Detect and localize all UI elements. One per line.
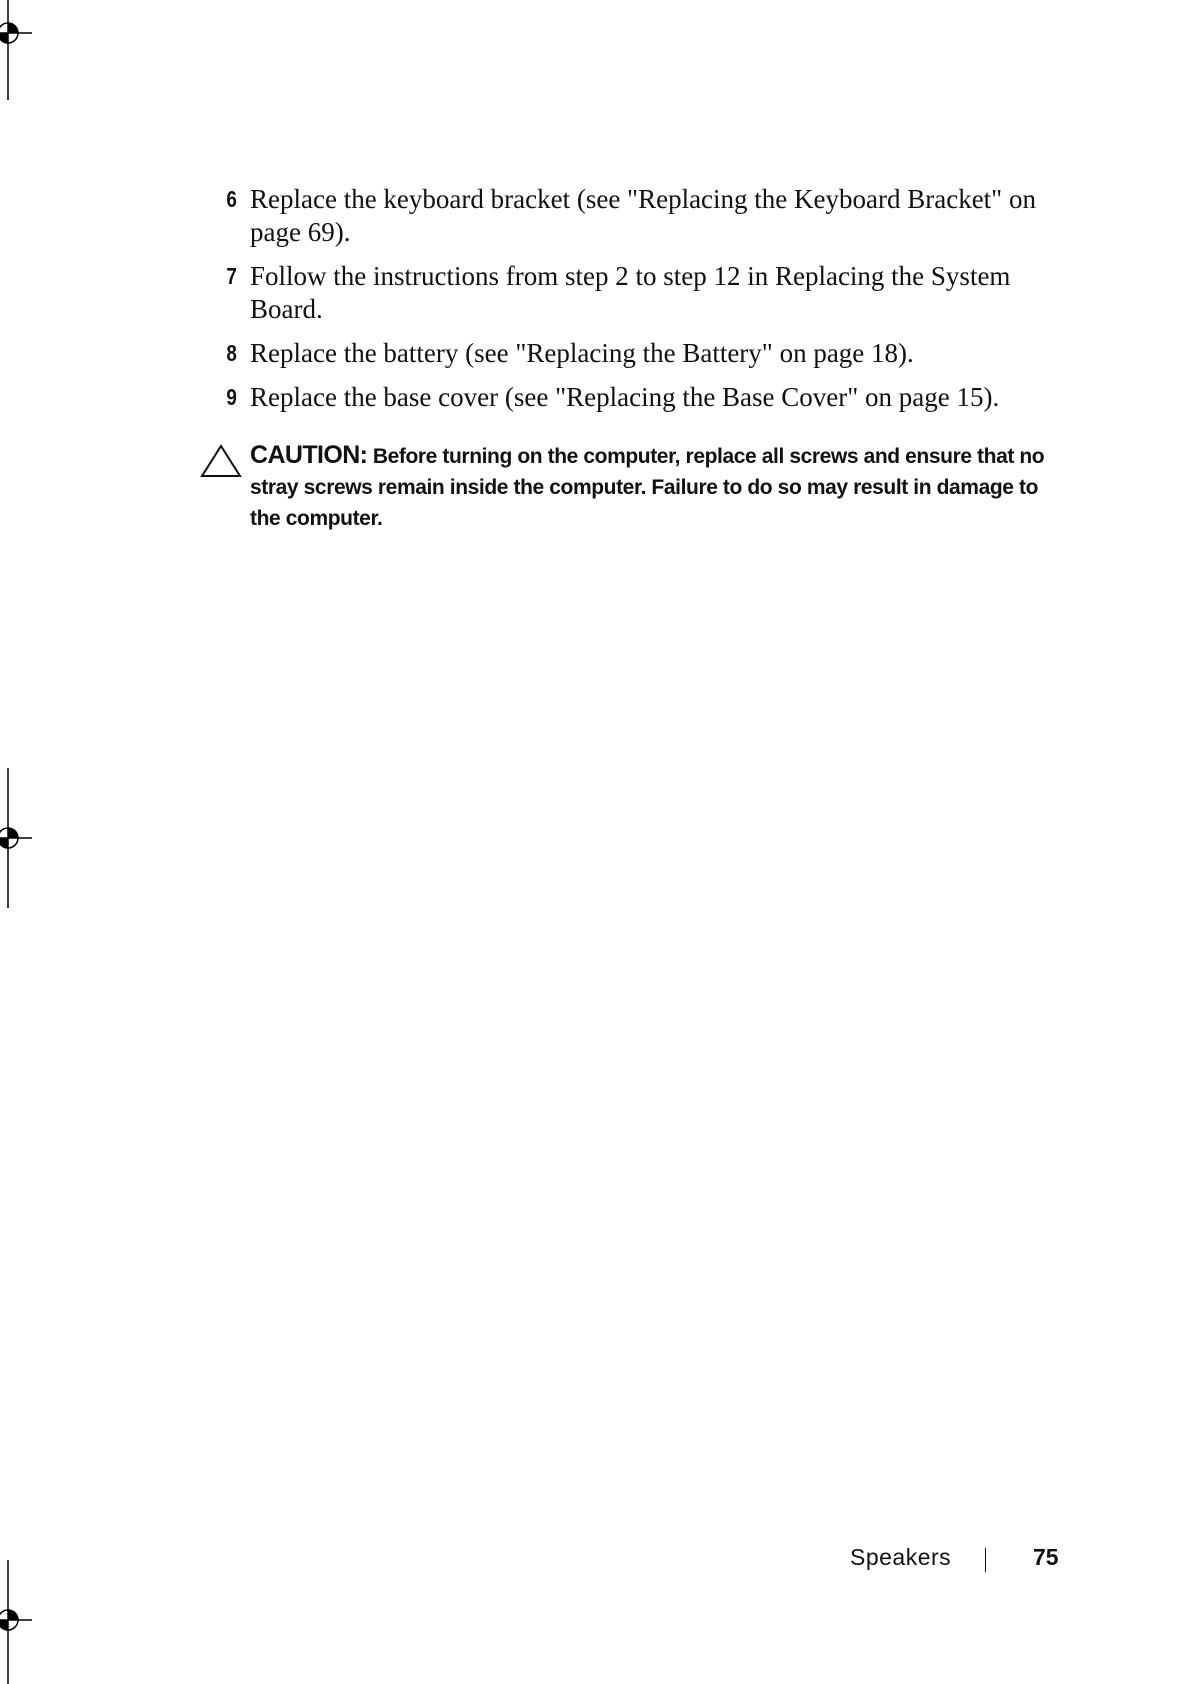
caution-triangle-icon [200,440,250,483]
procedure-steps [200,183,1070,425]
caution-message: Before turning on the computer, replace all screws and ensure that no stray screws remain inside the computer. Failure to do so may result in damage to the computer. [250,445,1045,530]
step-item [200,381,1070,414]
registration-mark-icon [0,0,40,100]
step-item [200,260,1070,326]
footer-divider [985,1548,986,1572]
registration-mark-icon [0,768,40,908]
page-number: 75 [1033,1544,1059,1570]
caution-label: CAUTION: [250,441,368,469]
step-item [200,337,1070,370]
step-number: 7 [226,263,237,289]
step-number: 6 [226,186,237,212]
footer-section-title: Speakers [850,1544,952,1570]
step-number: 9 [226,384,237,410]
step-item [200,183,1070,249]
step-text: Replace the base cover (see "Replacing the Base Cover" on page 15). [250,382,1000,412]
step-text: Replace the keyboard bracket (see "Replacing the Keyboard Bracket" on page 69). [250,184,1036,247]
page-footer [0,1544,1191,1580]
caution-text-block [250,440,1070,534]
step-text: Follow the instructions from step 2 to step 12 in Replacing the System Board. [250,261,1011,324]
step-text: Replace the battery (see "Replacing the Battery" on page 18). [250,338,914,368]
caution-notice [200,440,1070,534]
step-number: 8 [226,340,237,366]
